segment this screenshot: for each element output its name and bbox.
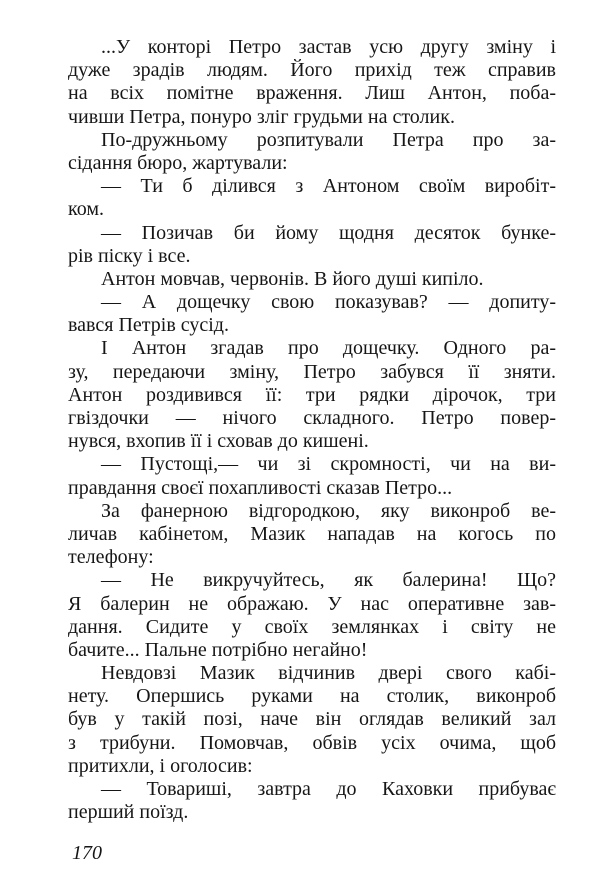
text-line: нету. Опершись руками на столик, виконроб: [68, 685, 556, 708]
text-line: зу, передаючи зміну, Петро забувся її зняти.: [68, 360, 556, 383]
text-line: бачите... Пальне потрібно негайно!: [68, 638, 368, 661]
text-line: дання. Сидите у своїх землянках і світу не: [68, 615, 556, 638]
paragraph: [68, 778, 556, 824]
text-line: — Товариші, завтра до Каховки прибуває: [101, 778, 556, 800]
text-line: був у такій позі, наче він оглядав великий зал: [68, 708, 556, 731]
page-number: 170: [72, 842, 102, 864]
paragraph: [68, 500, 556, 570]
paragraph: [68, 337, 556, 453]
text-line: Антон мовчав, червонів. В його душі кипіло.: [101, 267, 484, 290]
text-line: Антон роздивився її: три рядки дірочок, три: [68, 383, 556, 406]
paragraph: [68, 291, 556, 337]
paragraph: [68, 175, 556, 221]
text-line: гвіздочки — нічого складного. Петро повер-: [68, 407, 556, 429]
paragraph: [68, 36, 556, 129]
text-line: ...У конторі Петро застав усю другу зміну і: [101, 36, 556, 58]
paragraph: [68, 268, 556, 291]
paragraph: [68, 569, 556, 662]
text-line: вався Петрів сусід.: [68, 314, 229, 337]
text-line: — А дощечку свою показував? — допиту-: [101, 291, 556, 314]
text-line: личав кабінетом, Мазик нападав на когось по: [68, 522, 556, 545]
text-line: — Не викручуйтесь, як балерина! Що?: [101, 569, 556, 592]
text-line: телефону:: [68, 546, 154, 569]
paragraph: [68, 222, 556, 268]
paragraph: [68, 662, 556, 778]
text-line: — Ти б ділився з Антоном своїм виробіт-: [101, 175, 556, 198]
text-line: сідання бюро, жартували:: [68, 151, 288, 174]
text-line: перший поїзд.: [68, 801, 189, 824]
paragraph: [68, 129, 556, 175]
text-line: притихли, і оголосив:: [68, 754, 253, 777]
text-line: По-дружньому розпитували Петра про за-: [101, 128, 556, 151]
text-line: І Антон згадав про дощечку. Одного ра-: [101, 337, 556, 360]
text-line: За фанерною відгородкою, яку виконроб ве-: [101, 499, 556, 522]
text-line: — Позичав би йому щодня десяток бунке-: [101, 221, 556, 244]
text-line: Невдовзі Мазик відчинив двері свого кабі-: [101, 662, 556, 685]
text-line: правдання своєї похапливості сказав Петро...: [68, 476, 453, 499]
text-line: ком.: [68, 198, 104, 221]
book-page-text: [68, 36, 556, 824]
text-line: з трибуни. Помовчав, обвів усіх очима, щоб: [68, 731, 556, 754]
text-line: чивши Петра, понуро зліг грудьми на столик.: [68, 105, 455, 128]
text-line: дуже зрадів людям. Його прихід теж справив: [68, 59, 556, 82]
text-line: Я балерин не ображаю. У нас оперативне зав-: [68, 592, 556, 615]
text-line: нувся, вхопив її і сховав до кишені.: [68, 430, 369, 453]
text-line: на всіх помітне враження. Лиш Антон, поба-: [68, 82, 556, 105]
text-line: — Пустощі,— чи зі скромності, чи на ви-: [101, 453, 556, 476]
text-line: рів піску і все.: [68, 244, 191, 267]
paragraph: [68, 453, 556, 499]
